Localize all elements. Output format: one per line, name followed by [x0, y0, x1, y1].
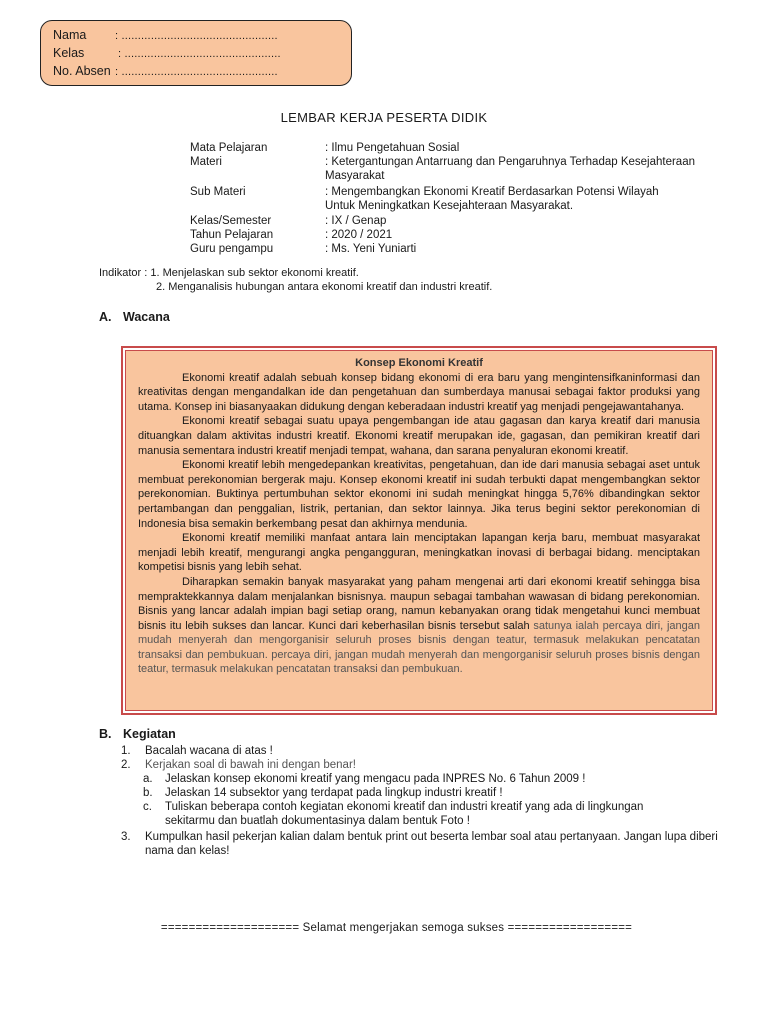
wacana-paragraph-3: Ekonomi kreatif lebih mengedepankan kreativitas, pengetahuan, dan ide dari manusia sebagai aset untuk membuat perekonomian bergerak maju. Konsep ekonomi kreatif ini sudah terbukti dapat mengembangkan sektor perekonomian. Buktinya pertumbuhan sektor ekonomi ini sudah meningkat hingga 5,76% dibandingkan sektor pertambangan dan penggalian, listrik, pertanian, dan sektor lainnya. Jika terus begini sektor perekonomian di Indonesia bisa semakin berkembang pesat dan akhirnya mendunia.	[138, 459, 700, 530]
meta-value: : IX / Genap	[325, 215, 387, 227]
nama-row	[53, 28, 278, 44]
kegiatan-subitem-c	[121, 800, 721, 828]
meta-value: : Ilmu Pengetahuan Sosial	[325, 142, 460, 154]
meta-row-kelas	[190, 214, 720, 228]
meta-row-materi	[190, 155, 720, 183]
subitem-letter: c.	[143, 801, 152, 813]
meta-key: Sub Materi	[190, 186, 246, 198]
meta-row-guru	[190, 242, 720, 256]
kegiatan-subitem-b	[121, 786, 721, 800]
meta-key: Mata Pelajaran	[190, 142, 268, 154]
meta-value: : Ketergantungan Antarruang dan Pengaruhnya Terhadap Kesejahteraan Masyarakat	[325, 156, 695, 182]
subitem-text: Tuliskan beberapa contoh kegiatan ekonomi kreatif dan industri kreatif yang ada di lingkungan sekitarmu dan buatlah dokumentasinya dalam bentuk Foto !	[165, 801, 644, 827]
indikator-line-1: Indikator : 1. Menjelaskan sub sektor ekonomi kreatif.	[99, 267, 359, 279]
section-b-label: Kegiatan	[123, 727, 176, 741]
subitem-letter: a.	[143, 773, 153, 785]
item-text: Kumpulkan hasil pekerjan kalian dalam bentuk print out beserta lembar soal atau pertanyaan. Jangan lupa diberi nama dan kelas!	[145, 831, 718, 857]
indikator	[99, 266, 492, 294]
meta-key: Kelas/Semester	[190, 215, 272, 227]
item-text: Kerjakan soal di bawah ini dengan benar!	[145, 759, 356, 771]
wacana-title: Konsep Ekonomi Kreatif	[355, 357, 483, 369]
nama-label: Nama	[53, 28, 87, 42]
kegiatan-item-2	[121, 758, 721, 772]
item-text: Bacalah wacana di atas !	[145, 745, 273, 757]
wacana-paragraph-5-text: Diharapkan semakin banyak masyarakat yang paham mengenai arti dari ekonomi kreatif sehingga bisa mempraktekkannya dalam menjalankan bisnisnya. maupun sebagai tambahan wawasan di bidang perekonomian. Bisnis yang lancar adalah impian bagi setiap orang, namun kebanyakan orang tidak mengetahui kunci membuat bisnis itu lebih sukses dan lancar. Kunci dari keberhasilan bisnis tersebut salah	[138, 575, 700, 632]
subitem-letter: b.	[143, 787, 153, 799]
absen-row	[53, 64, 278, 80]
meta-key: Tahun Pelajaran	[190, 229, 274, 241]
wacana-paragraph-4: Ekonomi kreatif memiliki manfaat antara lain menciptakan lapangan kerja baru, membuat masyarakat menjadi lebih kreatif, mengurangi angka pengangguran, meningkatkan inovasi di berbagai bidang. menciptakan kompetisi bisnis yang lebih sehat.	[138, 532, 700, 574]
wacana-box	[121, 346, 717, 715]
meta-value: : Mengembangkan Ekonomi Kreatif Berdasarkan Potensi Wilayah Untuk Meningkatkan Kesejahteraan Masyarakat.	[325, 186, 659, 212]
indikator-line-2: 2. Menganalisis hubungan antara ekonomi kreatif dan industri kreatif.	[156, 281, 493, 293]
section-a-number: A.	[99, 310, 112, 324]
meta-row-mapel	[190, 141, 720, 155]
meta-key: Guru pengampu	[190, 243, 274, 255]
wacana-paragraph-2: Ekonomi kreatif sebagai suatu upaya pengembangan ide atau gagasan dan karya kreatif dari manusia dituangkan dalam aktivitas industri kreatif. Ekonomi kreatif merupakan ide, gagasan, dan pemikiran kreatif dari manusia sementara industri kreatif menjadi tempat, wahana, dan sarana penyaluran ekonomi kreatif.	[138, 415, 700, 457]
subitem-text: Jelaskan 14 subsektor yang terdapat pada lingkup industri kreatif !	[165, 787, 503, 799]
item-number: 2.	[121, 759, 131, 771]
lesson-meta	[190, 141, 720, 256]
meta-value: : 2020 / 2021	[325, 229, 393, 241]
nama-field: : ................................................	[115, 30, 278, 42]
wacana-content	[125, 350, 713, 711]
section-a-label: Wacana	[123, 310, 170, 324]
kegiatan-subitem-a	[121, 772, 721, 786]
item-number: 3.	[121, 831, 131, 843]
meta-row-submateri	[190, 185, 720, 213]
absen-field: : ................................................	[115, 66, 278, 78]
meta-value: : Ms. Yeni Yuniarti	[325, 243, 417, 255]
wacana-paragraph-5-gray: satunya ialah percaya diri, jangan mudah menyerah dan mengorganisir seluruh proses bisnis dengan teatur, termasuk melakukan pencatatan transaksi dan pembukuan. percaya diri, jangan mudah menyerah dan mengorganisir seluruh proses bisnis dengan teatur, termasuk melakukan pencatatan transaksi dan pembukuan.	[138, 619, 700, 676]
kegiatan-list	[121, 744, 721, 858]
section-b-heading	[99, 727, 176, 741]
meta-row-tahun	[190, 228, 720, 242]
student-identity-box	[40, 20, 352, 86]
kelas-row	[53, 46, 281, 62]
absen-label: No. Absen	[53, 64, 111, 78]
wacana-paragraph-1: Ekonomi kreatif adalah sebuah konsep bidang ekonomi di era baru yang mengintensifkaninformasi dan kreativitas dengan mengandalkan ide dan pengetahuan dan sumberdaya manusai sebagai faktor produksi yang utama. Konsep ini biasanyaakan didukung dengan keberadaan industri kreatif yag menjadi pengejawantahanya.	[138, 371, 700, 413]
page-title: LEMBAR KERJA PESERTA DIDIK	[280, 110, 488, 125]
item-number: 1.	[121, 745, 131, 757]
closing-message: ==================== Selamat mengerjakan semoga sukses ==================	[160, 922, 633, 934]
meta-key: Materi	[190, 156, 222, 168]
kelas-field: : ................................................	[118, 48, 281, 60]
wacana-paragraph-5	[138, 575, 700, 677]
kelas-label: Kelas	[53, 46, 85, 60]
subitem-text: Jelaskan konsep ekonomi kreatif yang mengacu pada INPRES No. 6 Tahun 2009 !	[165, 773, 586, 785]
section-a-heading	[99, 310, 170, 324]
kegiatan-item-3	[121, 830, 721, 858]
section-b-number: B.	[99, 727, 112, 741]
kegiatan-item-1	[121, 744, 721, 758]
